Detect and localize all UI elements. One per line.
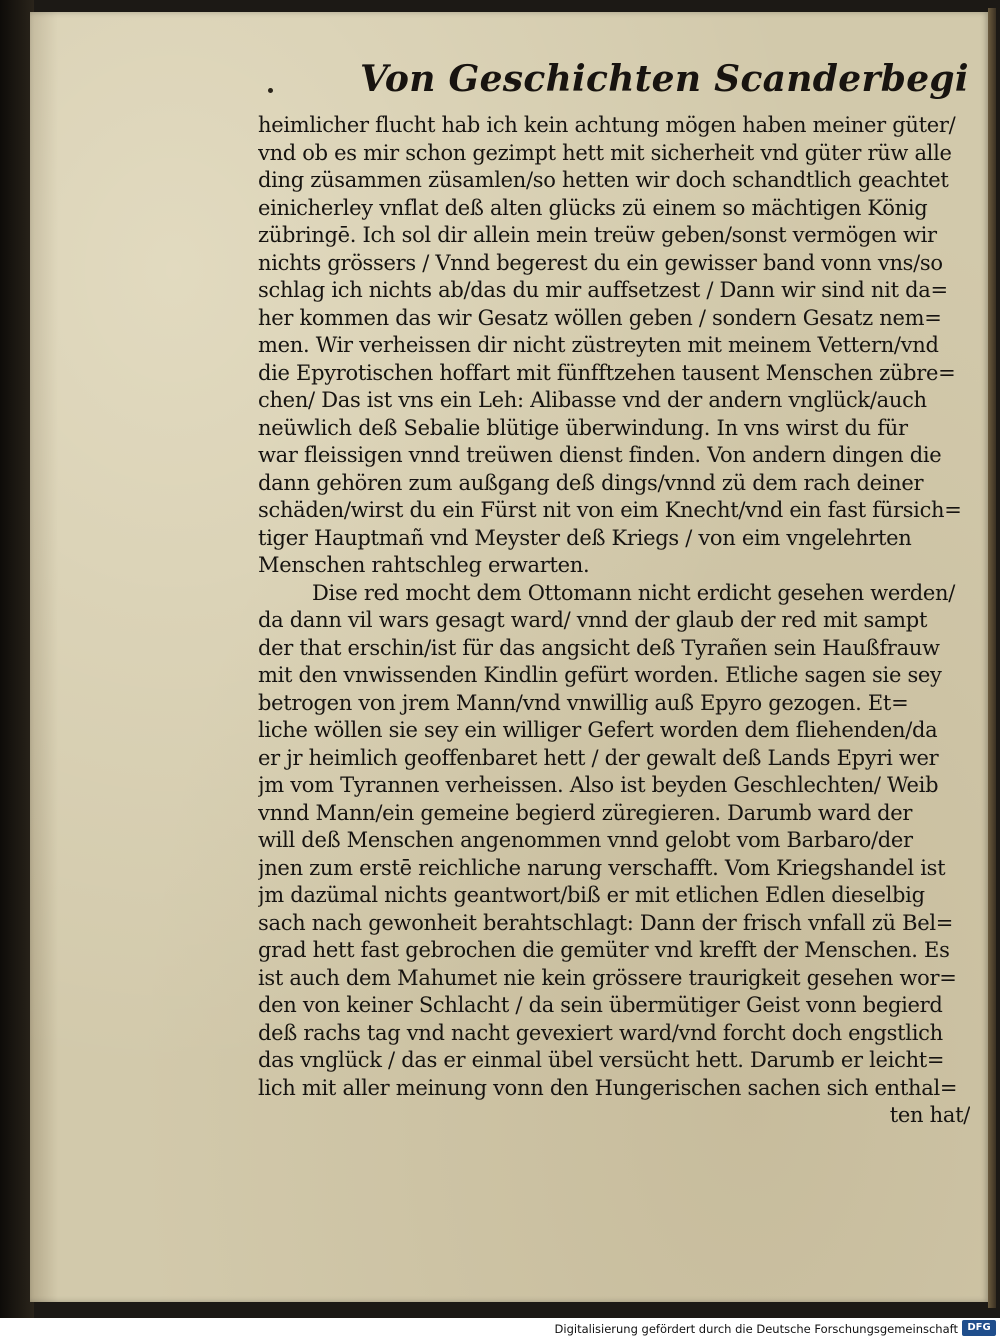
paragraph-start-line: Dise red mocht dem Ottomann nicht erdicht gesehen werden/	[312, 580, 956, 605]
text-line: mit den vnwissenden Kindlin gefürt worden. Etliche sagen sie sey	[258, 663, 942, 687]
text-line: nichts grössers / Vnnd begerest du ein gewisser band vonn vns/so	[258, 250, 943, 275]
text-line: chen/ Das ist vns ein Leh: Alibasse vnd der andern vnglück/auch	[258, 388, 927, 412]
text-line: da dann vil wars gesagt ward/ vnnd der glaub der red mit sampt	[258, 608, 928, 632]
body-text	[258, 112, 970, 1130]
text-line: der that erschin/ist für das angsicht deß Tyrañen sein Haußfrauw	[258, 635, 940, 660]
running-header: Von Geschichten Scanderbegi	[360, 58, 969, 100]
text-line: will deß Menschen angenommen vnnd gelobt vom Barbaro/der	[258, 828, 913, 852]
text-line: Menschen rahtschleg erwarten.	[258, 553, 590, 577]
text-line: schäden/wirst du ein Fürst nit von eim Knecht/vnd ein fast fürsich=	[258, 498, 962, 522]
text-line: er jr heimlich geoffenbaret hett / der gewalt deß Lands Epyri wer	[258, 745, 939, 770]
text-line: war fleissigen vnnd treüwen dienst finden. Von andern dingen die	[258, 443, 942, 467]
text-line: heimlicher flucht hab ich kein achtung mögen haben meiner güter/	[258, 113, 956, 137]
text-line: ding züsammen züsamlen/so hetten wir doch schandtlich geachtet	[258, 168, 949, 192]
text-line: jm dazümal nichts geantwort/biß er mit etlichen Edlen dieselbig	[258, 883, 925, 907]
text-line: einicherley vnflat deß alten glücks zü einem so mächtigen König	[258, 195, 928, 220]
text-line: men. Wir verheissen dir nicht züstreyten mit meinem Vettern/vnd	[258, 333, 939, 357]
text-line: jm vom Tyrannen verheissen. Also ist beyden Geschlechten/ Weib	[258, 773, 939, 797]
text-line: zübringē. Ich sol dir allein mein treüw geben/sonst vermögen wir	[258, 223, 937, 247]
text-line: deß rachs tag vnd nacht gevexiert ward/vnd forcht doch engstlich	[258, 1020, 943, 1045]
text-line: lich mit aller meinung vonn den Hungerischen sachen sich enthal=	[258, 1075, 958, 1100]
text-line: sach nach gewonheit berahtschlagt: Dann der frisch vnfall zü Bel=	[258, 910, 954, 935]
text-line: das vnglück / das er einmal übel versücht hett. Darumb er leicht=	[258, 1048, 945, 1072]
text-line: grad hett fast gebrochen die gemüter vnd krefft der Menschen. Es	[258, 938, 950, 962]
dfg-logo: DFG	[962, 1320, 996, 1336]
footer-credit: Digitalisierung gefördert durch die Deutsche Forschungsgemeinschaft	[554, 1322, 958, 1336]
text-line: vnd ob es mir schon gezimpt hett mit sicherheit vnd güter rüw alle	[258, 140, 952, 165]
text-line: die Epyrotischen hoffart mit fünfftzehen tausent Menschen zübre=	[258, 360, 956, 385]
text-line: vnnd Mann/ein gemeine begierd züregieren. Darumb ward der	[258, 800, 913, 825]
text-line: schlag ich nichts ab/das du mir auffsetzest / Dann wir sind nit da=	[258, 278, 948, 302]
text-line: tiger Hauptmañ vnd Meyster deß Kriegs / von eim vngelehrten	[258, 525, 912, 550]
text-line: her kommen das wir Gesatz wöllen geben / sondern Gesatz nem=	[258, 305, 942, 330]
text-line: den von keiner Schlacht / da sein übermütiger Geist vonn begierd	[258, 993, 943, 1017]
text-line: neüwlich deß Sebalie blütige überwindung. In vns wirst du für	[258, 415, 908, 440]
ink-dot	[268, 88, 273, 93]
text-line: liche wöllen sie sey ein williger Gefert worden dem fliehenden/da	[258, 718, 938, 742]
text-line: betrogen von jrem Mann/vnd vnwillig auß Epyro gezogen. Et=	[258, 690, 909, 715]
binding-shadow	[0, 0, 34, 1318]
page-edge	[988, 8, 996, 1308]
catchword-line: ten hat/	[889, 1103, 970, 1127]
text-line: jnen zum erstē reichliche narung verschafft. Vom Kriegshandel ist	[258, 855, 946, 880]
text-line: dann gehören zum außgang deß dings/vnnd zü dem rach deiner	[258, 470, 924, 495]
text-line: ist auch dem Mahumet nie kein grössere traurigkeit gesehen wor=	[258, 965, 957, 990]
